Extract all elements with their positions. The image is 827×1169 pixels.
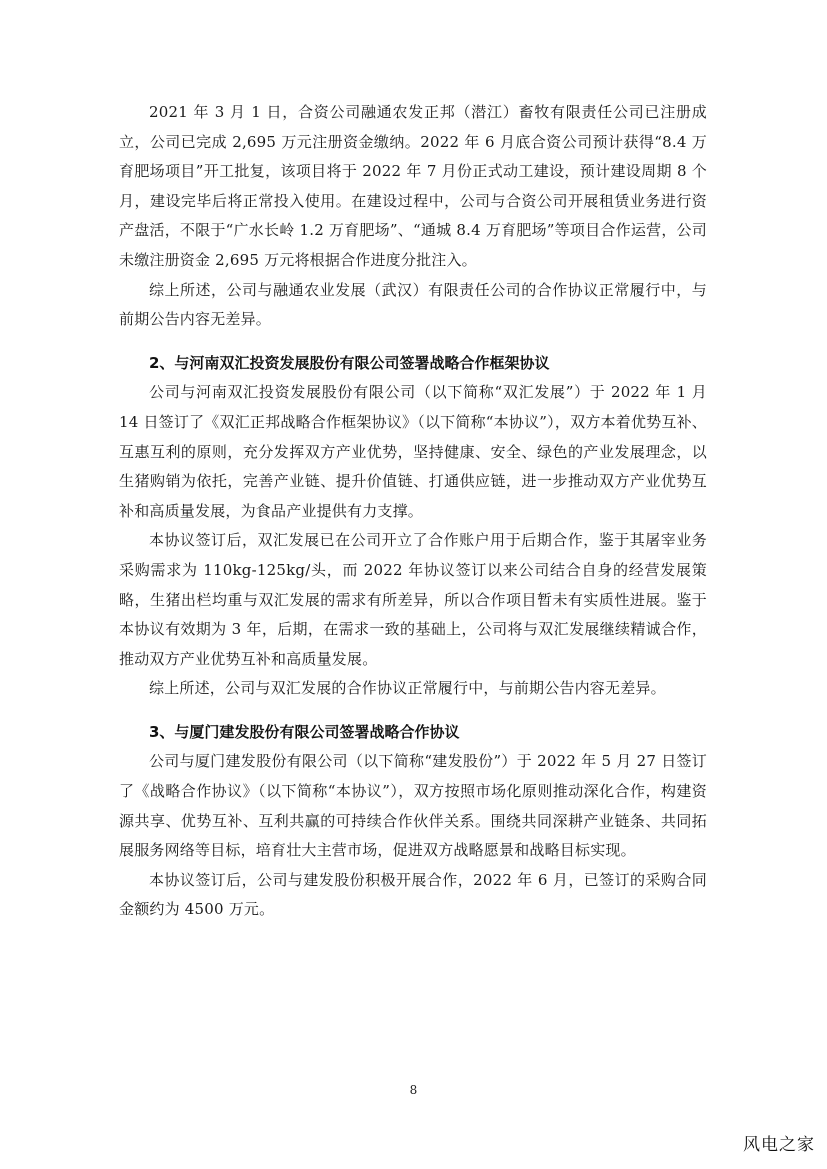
section-heading-shuanghui: 2、与河南双汇投资发展股份有限公司签署战略合作框架协议 xyxy=(149,353,550,372)
section-gap xyxy=(119,704,707,718)
section-heading-jianfa: 3、与厦门建发股份有限公司签署战略合作协议 xyxy=(149,722,460,741)
paragraph-shuanghui-progress: 本协议签订后，双汇发展已在公司开立了合作账户用于后期合作，鉴于其屠宰业务采购需求为 110kg-125kg/头，而 2022 年协议签订以来公司结合自身的经营发展策略，生猪出栏均重与双汇发展的需求有所差异，所以合作项目暂未有实质性进展。鉴于本协议有效期为 3 年，后期，在需求一致的基础上，公司将与双汇发展继续精诚合作，推动双方产业优势互补和高质量发展。 xyxy=(119,531,707,668)
section-gap xyxy=(119,335,707,349)
paragraph-shuanghui-agreement: 公司与河南双汇投资发展股份有限公司（以下简称“双汇发展”）于 2022 年 1 月 14 日签订了《双汇正邦战略合作框架协议》（以下简称“本协议”），双方本着优势互补、互惠互利的原则，充分发挥双方产业优势，坚持健康、安全、绿色的产业发展理念，以生猪购销为依托，完善产业链、提升价值链、打通供应链，进一步推动双方产业优势互补和高质量发展，为食品产业提供有力支撑。 xyxy=(119,383,707,520)
document-body xyxy=(119,98,707,925)
watermark-logo: 风电之家 xyxy=(743,1135,815,1155)
paragraph-summary-shuanghui: 综上所述，公司与双汇发展的合作协议正常履行中，与前期公告内容无差异。 xyxy=(149,679,666,698)
paragraph-jianfa-agreement: 公司与厦门建发股份有限公司（以下简称“建发股份”）于 2022 年 5 月 27 日签订了《战略合作协议》（以下简称“本协议”），双方按照市场化原则推动深化合作，构建资源共享、优势互补、互利共赢的可持续合作伙伴关系。围绕共同深耕产业链条、共同拓展服务网络等目标，培育壮大主营市场，促进双方战略愿景和战略目标实现。 xyxy=(119,752,707,860)
paragraph-summary-rongtong: 综上所述，公司与融通农业发展（武汉）有限责任公司的合作协议正常履行中，与前期公告内容无差异。 xyxy=(119,280,707,329)
paragraph-joint-venture: 2021 年 3 月 1 日，合资公司融通农发正邦（潜江）畜牧有限责任公司已注册成立，公司已完成 2,695 万元注册资金缴纳。2022 年 6 月底合资公司预计获得“8.4 万育肥场项目”开工批复，该项目将于 2022 年 7 月份正式动工建设，预计建设周期 8 个月，建设完毕后将正常投入使用。在建设过程中，公司与合资公司开展租赁业务进行资产盘活，不限于“广水长岭 1.2 万育肥场”、“通城 8.4 万育肥场”等项目合作运营，公司未缴注册资金 2,695 万元将根据合作进度分批注入。 xyxy=(119,103,707,269)
paragraph-jianfa-progress: 本协议签订后，公司与建发股份积极开展合作，2022 年 6 月，已签订的采购合同金额约为 4500 万元。 xyxy=(119,870,707,919)
page-number: 8 xyxy=(409,1083,418,1097)
